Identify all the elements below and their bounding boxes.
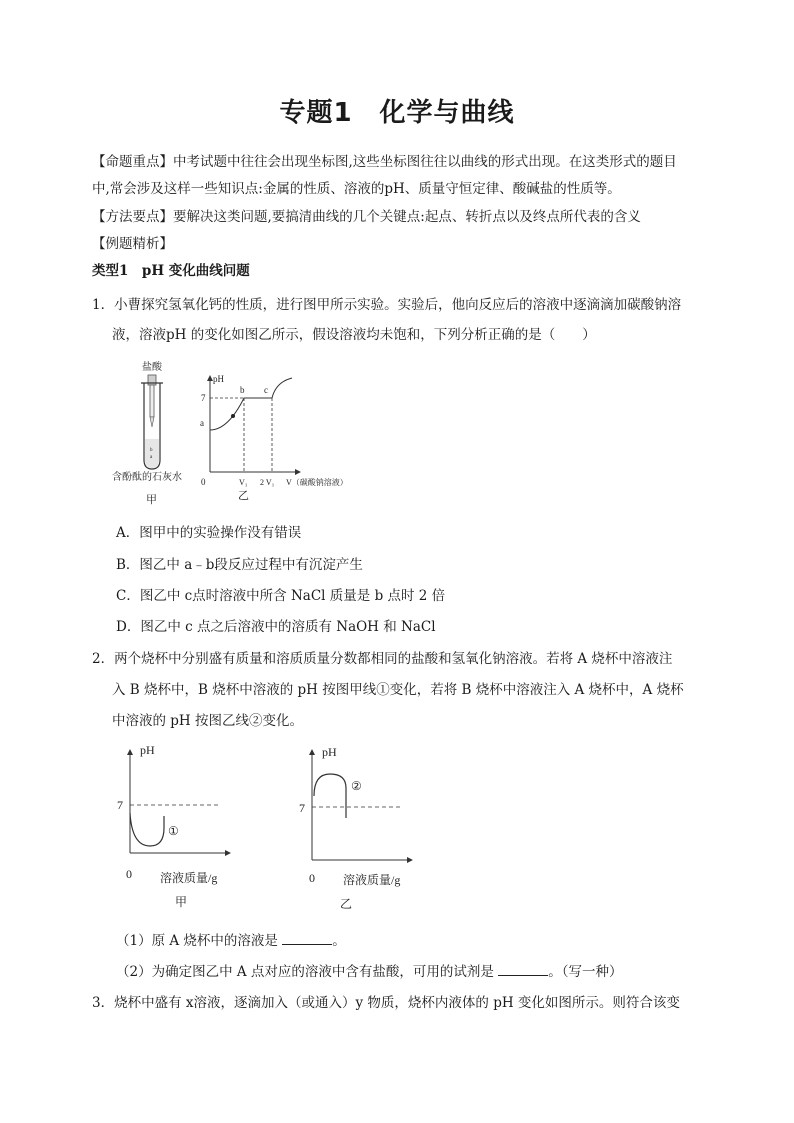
yi-y-tick-7: 7	[201, 393, 206, 403]
jia-chart-curve-label: ①	[168, 824, 179, 838]
q2-chart-yi	[296, 738, 436, 913]
intro-method: 【方法要点】要解决这类问题,要搞清曲线的几个关键点:起点、转折点以及终点所代表的含义	[92, 209, 641, 225]
svg-text:a: a	[150, 455, 153, 460]
q2-sub1	[116, 929, 346, 949]
q2-sub1-text: （1）原 A 烧杯中的溶液是	[116, 933, 278, 949]
jia-chart-x-label: 溶液质量/g	[160, 871, 218, 885]
intro-focus-line1: 【命题重点】中考试题中往往会出现坐标图,这些坐标图往往以曲线的形式出现。在这类形式的题目	[92, 154, 677, 170]
q2-stem-line1: 2．两个烧杯中分别盛有质量和溶质质量分数都相同的盐酸和氢氧化钠溶液。若将 A 烧杯中溶液注	[92, 651, 673, 667]
q2-sub2-end: 。（写一种）	[548, 964, 623, 980]
jia-chart-y-tick-7: 7	[117, 798, 123, 812]
yi2-chart-y-label: pH	[322, 745, 337, 759]
q1-option-d: D．图乙中 c 点之后溶液中的溶质有 NaOH 和 NaCl	[116, 619, 436, 635]
yi2-chart-curve-2	[314, 774, 346, 818]
jia-top-label: 盐酸	[142, 362, 162, 373]
q2-stem-line3: 中溶液的 pH 按图乙线②变化。	[112, 713, 303, 729]
q1-option-c: C．图乙中 c点时溶液中所含 NaCl 质量是 b 点时 2 倍	[116, 588, 446, 604]
jia-bottom-label: 含酚酞的石灰水	[112, 472, 182, 483]
yi-origin: 0	[201, 477, 206, 487]
q1-option-b: B．图乙中 a﹣b段反应过程中有沉淀产生	[116, 557, 363, 573]
jia-chart-caption: 甲	[175, 895, 188, 909]
yi-point-c: c	[264, 385, 268, 395]
q2-sub2-answer-blank[interactable]	[498, 963, 548, 976]
q2-sub2-text: （2）为确定图乙中 A 点对应的溶液中含有盐酸，可用的试剂是	[116, 964, 494, 980]
intro-focus-line2: 中,常会涉及这样一些知识点:金属的性质、溶液的pH、质量守恒定律、酸碱盐的性质等。	[92, 181, 621, 197]
yi-curve-dot	[231, 414, 235, 418]
jia-caption: 甲	[146, 494, 157, 506]
q3-stem-line1: 3．烧杯中盛有 x溶液，逐滴加入（或通入）y 物质，烧杯内液体的 pH 变化如图所示。则符合该变	[92, 995, 680, 1011]
yi2-chart-x-label: 溶液质量/g	[343, 873, 401, 887]
section-heading: 类型1 pH 变化曲线问题	[92, 263, 250, 279]
page-title: 专题1 化学与曲线	[279, 98, 515, 128]
yi2-chart-caption: 乙	[340, 897, 353, 911]
q2-chart-jia	[112, 738, 252, 913]
jia-chart-curve-1	[130, 813, 164, 846]
q2-sub1-end: 。	[332, 933, 346, 949]
q2-sub2	[116, 960, 622, 980]
yi-x-tick-v1: V₁	[239, 478, 248, 487]
q1-figure-jia	[108, 355, 198, 510]
q1-option-a: A．图甲中的实验操作没有错误	[116, 525, 302, 541]
yi-x-axis-label: V（碳酸钠溶液）	[286, 478, 348, 487]
q1-stem-line2: 液，溶液pH 的变化如图乙所示，假设溶液均未饱和，下列分析正确的是（ ）	[112, 327, 596, 343]
svg-text:b: b	[150, 448, 153, 453]
yi-point-b: b	[240, 385, 245, 395]
yi-caption: 乙	[238, 490, 249, 502]
yi-x-tick-2v1: 2 V₁	[260, 478, 275, 487]
intro-example-header: 【例题精析】	[92, 236, 173, 252]
q2-stem-line2: 入 B 烧杯中，B 烧杯中溶液的 pH 按图甲线①变化，若将 B 烧杯中溶液注入 A 烧杯中，A 烧杯	[112, 682, 684, 698]
yi2-chart-curve-label: ②	[351, 779, 362, 793]
q2-sub1-answer-blank[interactable]	[282, 932, 332, 945]
yi-y-axis-label: pH	[213, 374, 224, 384]
yi-ph-curve	[210, 378, 292, 430]
jia-chart-y-label: pH	[140, 743, 155, 757]
jia-chart-origin: 0	[126, 867, 132, 881]
yi2-chart-y-tick-7: 7	[299, 801, 305, 815]
yi-point-a: a	[200, 418, 204, 428]
q1-stem-line1: 1．小曹探究氢氧化钙的性质，进行图甲所示实验。实验后，他向反应后的溶液中逐滴滴加碳酸钠溶	[92, 297, 682, 313]
yi2-chart-origin: 0	[309, 871, 315, 885]
q1-figure-yi	[196, 368, 376, 503]
